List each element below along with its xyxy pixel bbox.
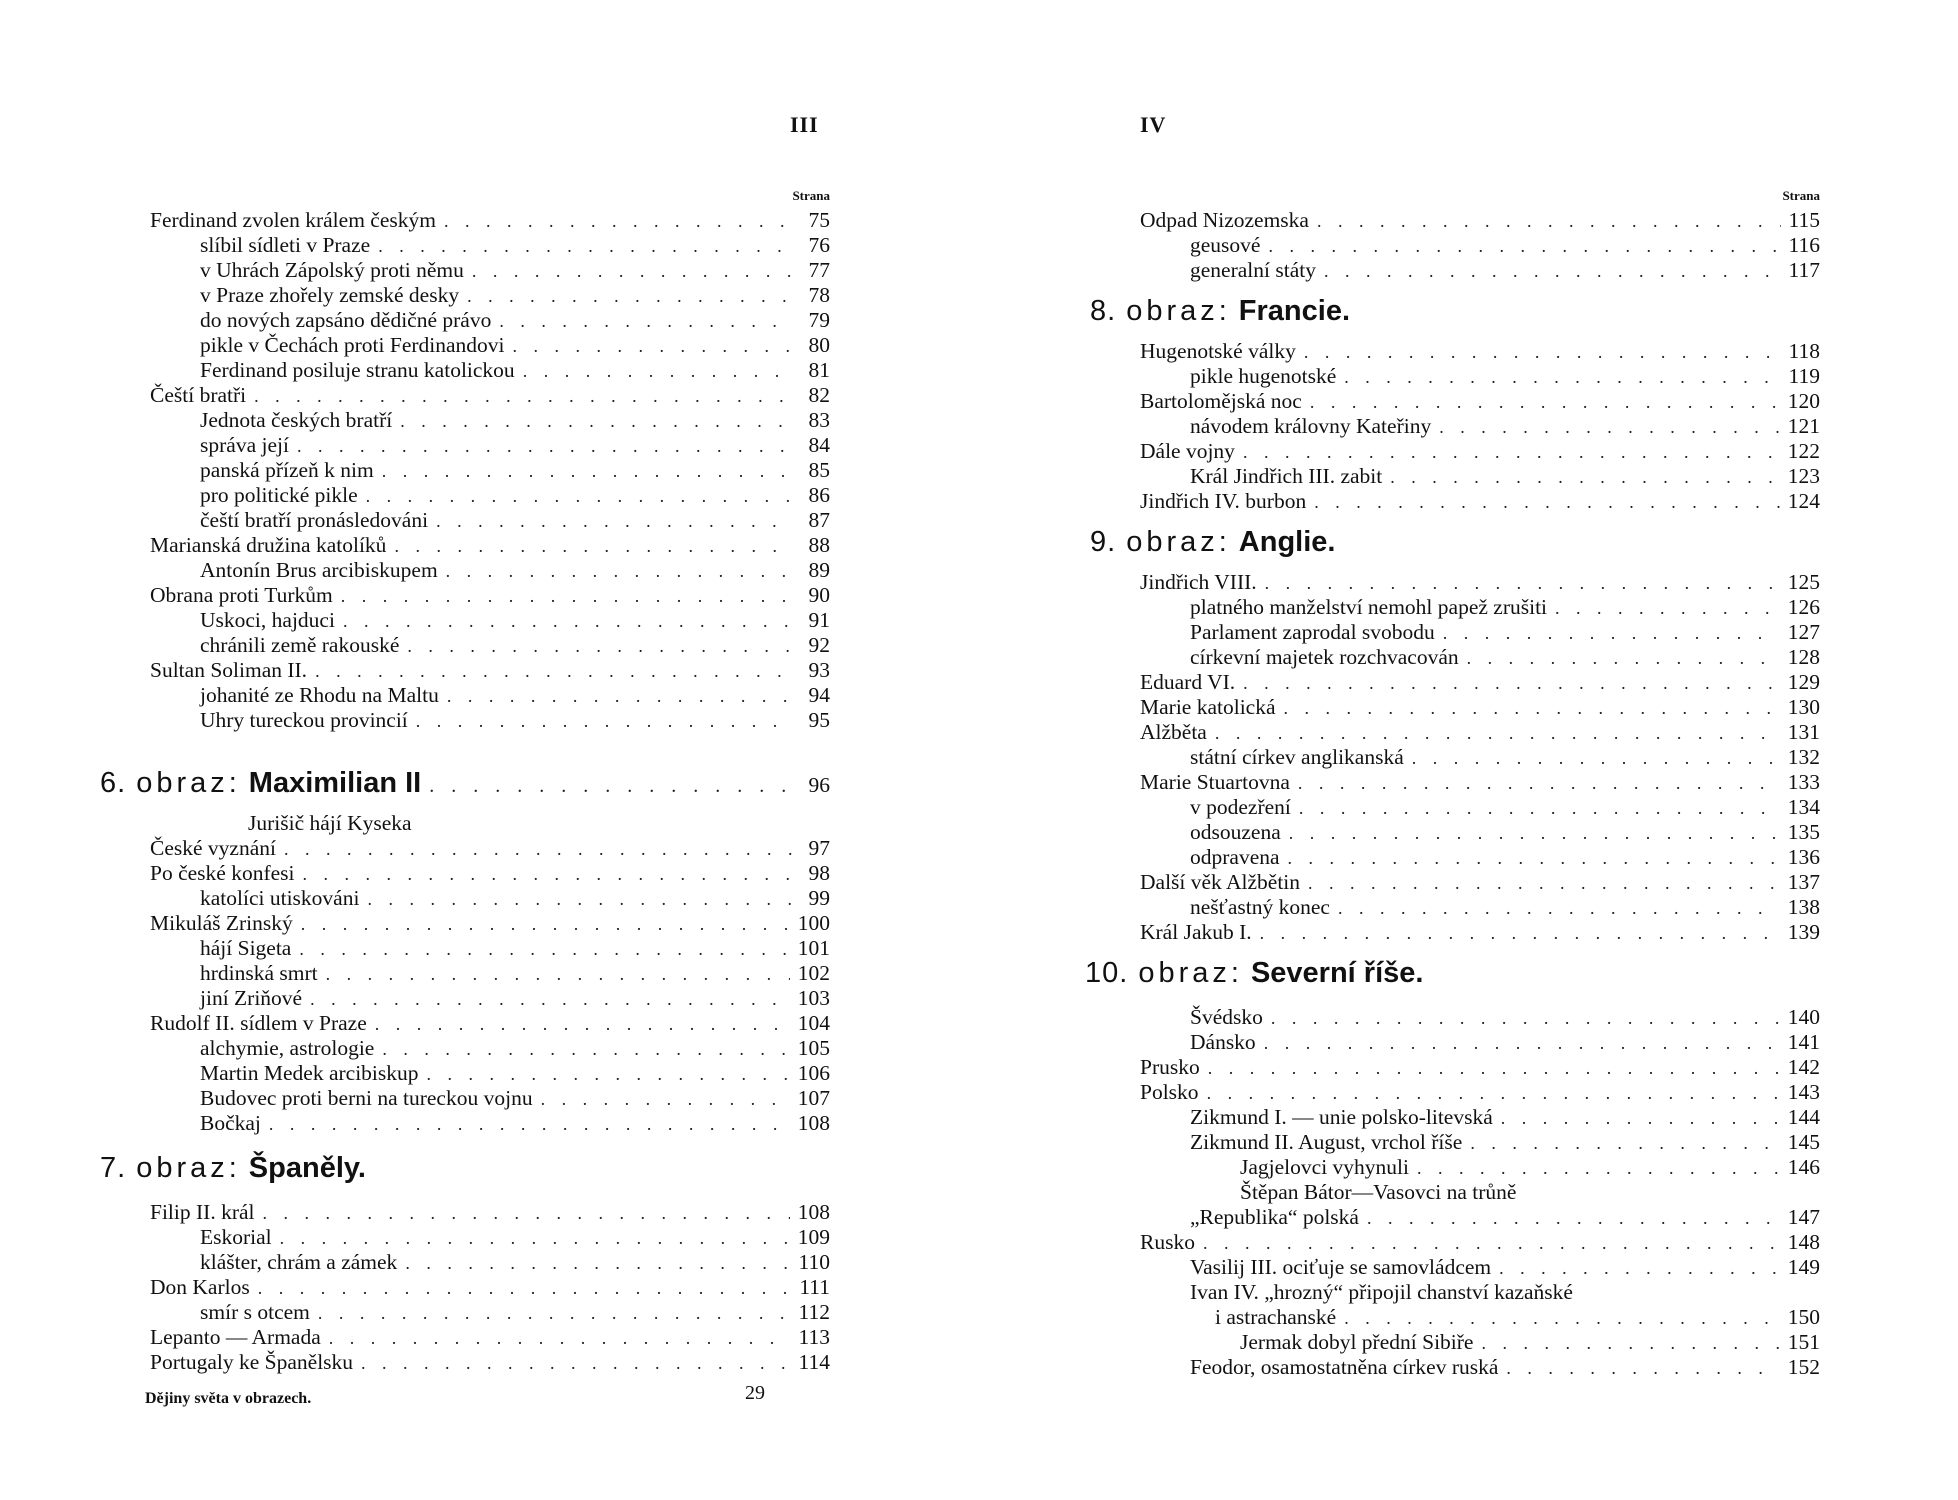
toc-entry: i astrachanské . . . 150 [1140, 1305, 1820, 1330]
chapter-heading-9: 9. obraz : Anglie. [1090, 526, 1336, 558]
toc-entry: Další věk Alžbětin . . . 137 [1140, 870, 1820, 895]
toc-entry: alchymie, astrologie . . . 105 [150, 1036, 830, 1061]
toc-entry: Obrana proti Turkům . . . 90 [150, 583, 830, 608]
chapter-heading-7: 7. obraz : Španěly. [100, 1152, 366, 1184]
toc-entry: pikle hugenotské . . . 119 [1140, 364, 1820, 389]
strana-label: Strana [1782, 188, 1820, 203]
toc-entry: Antonín Brus arcibiskupem . . . 89 [150, 558, 830, 583]
toc-entry: státní církev anglikanská . . . 132 [1140, 745, 1820, 770]
toc-entry: Uhry tureckou provincií . . . 95 [150, 708, 830, 733]
toc-entry: Dále vojny . . . 122 [1140, 439, 1820, 464]
toc-entry: smír s otcem . . . 112 [150, 1300, 830, 1325]
toc-entry: jiní Zriňové . . . 103 [150, 986, 830, 1011]
toc-entry: církevní majetek rozchvacován . . . 128 [1140, 645, 1820, 670]
toc-entry: České vyznání . . . 97 [150, 836, 830, 861]
toc-entry: Zikmund II. August, vrchol říše . . . 145 [1140, 1130, 1820, 1155]
toc-entry: nešťastný konec . . . 138 [1140, 895, 1820, 920]
toc-entry: slíbil sídleti v Praze . . . 76 [150, 233, 830, 258]
signature-mark: 29 [745, 1382, 765, 1404]
toc-entry: Dánsko . . . 141 [1140, 1030, 1820, 1055]
toc-entry: Čeští bratři . . . 82 [150, 383, 830, 408]
footer-title: Dějiny světa v obrazech. [145, 1390, 312, 1407]
toc-entry: chránili země rakouské . . . 92 [150, 633, 830, 658]
toc-entry: katolíci utiskováni . . . 99 [150, 886, 830, 911]
toc-entry: Eskorial . . . 109 [150, 1225, 830, 1250]
toc-entry: Eduard VI. . . . 129 [1140, 670, 1820, 695]
toc-entry: Po české konfesi . . . 98 [150, 861, 830, 886]
toc-entry: Odpad Nizozemska . . . 115 [1140, 208, 1820, 233]
toc-entry: Švédsko . . . 140 [1140, 1005, 1820, 1030]
toc-entry: Král Jindřich III. zabit . . . 123 [1140, 464, 1820, 489]
toc-entry: Ferdinand posiluje stranu katolickou . . . 81 [150, 358, 830, 383]
toc-entry: Jagjelovci vyhynuli . . . 146 [1140, 1155, 1820, 1180]
toc-entry: odsouzena . . . 135 [1140, 820, 1820, 845]
toc-entry: Bartolomějská noc . . . 120 [1140, 389, 1820, 414]
toc-entry: Alžběta . . . 131 [1140, 720, 1820, 745]
toc-entry: Rudolf II. sídlem v Praze . . . 104 [150, 1011, 830, 1036]
chapter-heading-8: 8. obraz : Francie. [1090, 295, 1351, 327]
toc-entry: generalní státy . . . 117 [1140, 258, 1820, 283]
toc-entry: Portugaly ke Španělsku . . . 114 [150, 1350, 830, 1375]
toc-entry: Hugenotské války . . . 118 [1140, 339, 1820, 364]
left-page [100, 0, 830, 1500]
chapter-heading-10: 10. obraz : Severní říše. [1085, 957, 1424, 989]
toc-entry: správa její . . . 84 [150, 433, 830, 458]
toc-entry: Lepanto — Armada . . . 113 [150, 1325, 830, 1350]
toc-entry: Mikuláš Zrinský . . . 100 [150, 911, 830, 936]
toc-entry: Bočkaj . . . 108 [150, 1111, 830, 1136]
toc-entry: Jindřich IV. burbon . . . 124 [1140, 489, 1820, 514]
toc-entry: Marie Stuartovna . . . 133 [1140, 770, 1820, 795]
toc-entry: Parlament zaprodal svobodu . . . 127 [1140, 620, 1820, 645]
toc-entry: Filip II. král . . . 108 [150, 1200, 830, 1225]
toc-entry: čeští bratří pronásledováni . . . 87 [150, 508, 830, 533]
toc-entry: Martin Medek arcibiskup . . . 106 [150, 1061, 830, 1086]
toc-entry: platného manželství nemohl papež zrušiti . . . 126 [1140, 595, 1820, 620]
toc-entry: Rusko . . . 148 [1140, 1230, 1820, 1255]
toc-entry: Sultan Soliman II. . . . 93 [150, 658, 830, 683]
toc-entry: Zikmund I. — unie polsko-litevská . . . 144 [1140, 1105, 1820, 1130]
toc-entry: Don Karlos . . . 111 [150, 1275, 830, 1300]
toc-entry: Štěpan Bátor—Vasovci na trůně [1240, 1180, 1517, 1204]
toc-entry: Marianská družina katolíků . . . 88 [150, 533, 830, 558]
toc-entry: Vasilij III. ociťuje se samovládcem . . . 149 [1140, 1255, 1820, 1280]
toc-entry: Ferdinand zvolen králem českým . . . 75 [150, 208, 830, 233]
toc-entry: hájí Sigeta . . . 101 [150, 936, 830, 961]
toc-entry: Budovec proti berni na tureckou vojnu . . . 107 [150, 1086, 830, 1111]
toc-entry: klášter, chrám a zámek . . . 110 [150, 1250, 830, 1275]
toc-entry: v Uhrách Zápolský proti němu . . . 77 [150, 258, 830, 283]
toc-entry: Marie katolická . . . 130 [1140, 695, 1820, 720]
toc-entry: „Republika“ polská . . . 147 [1140, 1205, 1820, 1230]
toc-list [1085, 208, 1820, 1380]
toc-entry: Prusko . . . 142 [1140, 1055, 1820, 1080]
toc-entry: v Praze zhořely zemské desky . . . 78 [150, 283, 830, 308]
chapter-heading-6: 6. obraz : Maximilian II . . . 96 [100, 765, 830, 801]
toc-entry: Jermak dobyl přední Sibiře . . . 151 [1140, 1330, 1820, 1355]
toc-entry: návodem královny Kateřiny . . . 121 [1140, 414, 1820, 439]
right-page [1085, 0, 1820, 1500]
toc-entry: Jednota českých bratří . . . 83 [150, 408, 830, 433]
toc-list [100, 208, 830, 1375]
page-number: III [790, 112, 819, 137]
toc-entry: Uskoci, hajduci . . . 91 [150, 608, 830, 633]
toc-entry: geusové . . . 116 [1140, 233, 1820, 258]
toc-entry: hrdinská smrt . . . 102 [150, 961, 830, 986]
strana-label: Strana [792, 188, 830, 203]
toc-entry: panská přízeň k nim . . . 85 [150, 458, 830, 483]
chapter-subtitle: Jurišič hájí Kyseka [248, 811, 412, 835]
toc-entry: Král Jakub I. . . . 139 [1140, 920, 1820, 945]
toc-entry: Jindřich VIII. . . . 125 [1140, 570, 1820, 595]
toc-entry: Polsko . . . 143 [1140, 1080, 1820, 1105]
toc-entry: v podezření . . . 134 [1140, 795, 1820, 820]
toc-entry: johanité ze Rhodu na Maltu . . . 94 [150, 683, 830, 708]
toc-entry: Feodor, osamostatněna církev ruská . . . 152 [1140, 1355, 1820, 1380]
toc-entry: do nových zapsáno dědičné právo . . . 79 [150, 308, 830, 333]
toc-entry: odpravena . . . 136 [1140, 845, 1820, 870]
toc-entry: pikle v Čechách proti Ferdinandovi . . . 80 [150, 333, 830, 358]
toc-entry: pro politické pikle . . . 86 [150, 483, 830, 508]
toc-entry: Ivan IV. „hrozný“ připojil chanství kazaňské [1190, 1280, 1573, 1304]
page-number: IV [1140, 112, 1167, 137]
